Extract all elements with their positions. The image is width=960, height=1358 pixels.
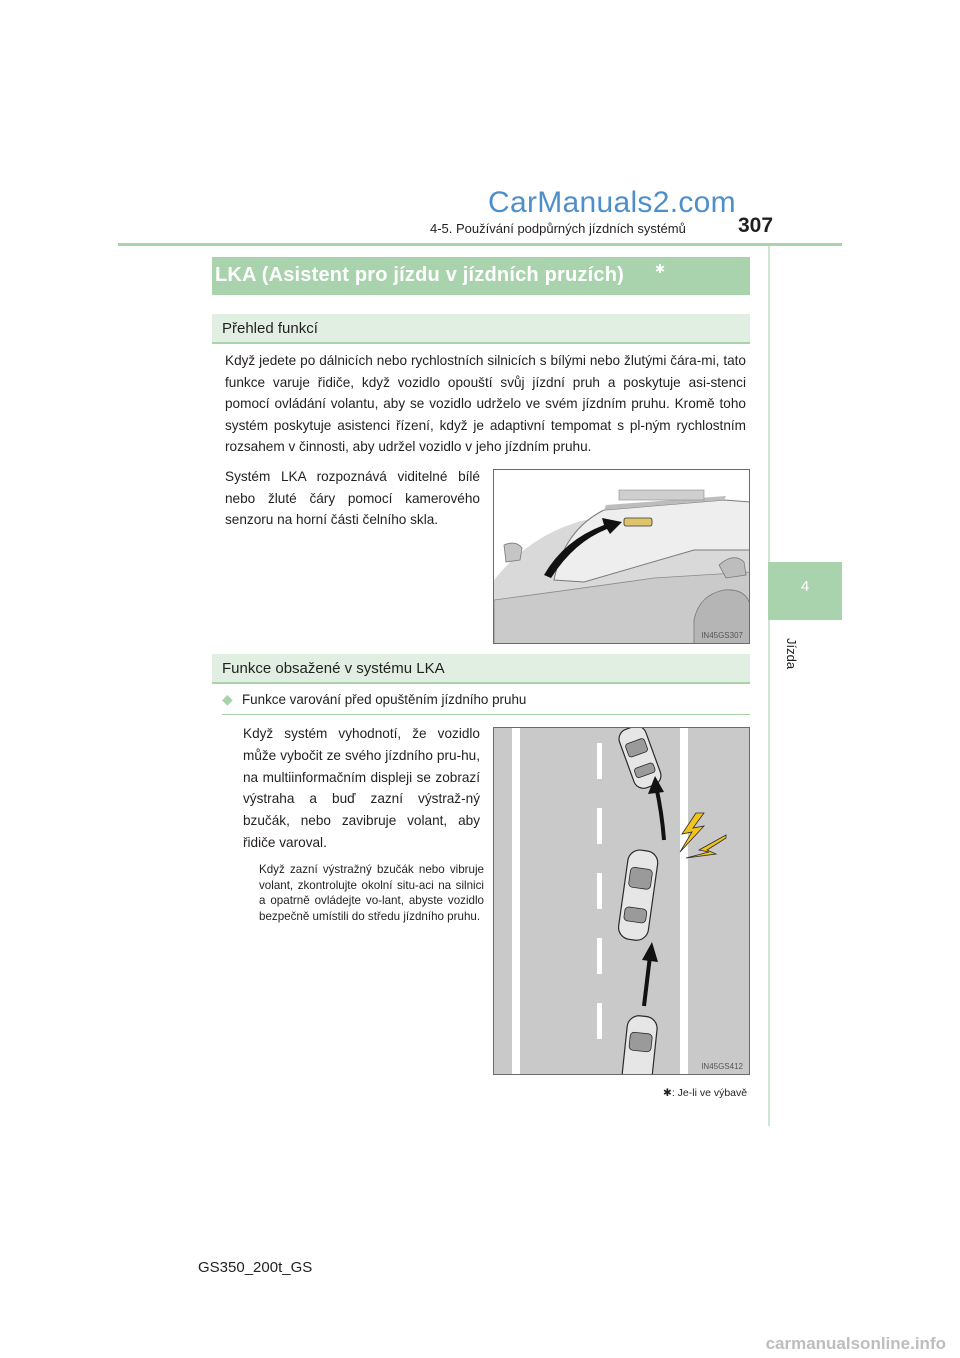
camera-paragraph: Systém LKA rozpoznává viditelné bílé nebo žluté čáry pomocí kamerového senzoru na horní části čelního skla. (225, 469, 480, 527)
bullet-text: Funkce varování před opuštěním jízdního pruhu (242, 692, 527, 707)
lane-departure-illustration (494, 728, 750, 1075)
page-number: 307 (738, 214, 774, 237)
chapter-heading: 4-5. Používání podpůrných jízdních systémů (430, 221, 686, 236)
lane-departure-figure (493, 727, 750, 1075)
overview-paragraph: Když jedete po dálnicích nebo rychlostních silnicích s bílými nebo žlutými čára-mi, tato funkce varuje řidiče, když vozidlo opouští svůj jízdní pruh a poskytuje asi-stenci pomocí ovládání volantu, aby se vozidlo udrželo ve svém jízdním pruhu. Kromě toho systém poskytuje asistenci řízení, když je adaptivní tempomat s pl-ným rychlostním rozsahem v činnosti, aby udržel vozidlo v jeho jízdním pruhu. (225, 353, 746, 454)
diamond-bullet-icon: ◆ (222, 691, 233, 707)
functions-title: Funkce obsažené v systému LKA (222, 660, 445, 677)
chapter-tab-number: 4 (800, 578, 810, 595)
header-rule (118, 243, 842, 246)
footnote-text: : Je-li ve výbavě (671, 1087, 748, 1099)
chapter-tab-label: Jízda (784, 638, 799, 670)
overview-title: Přehled funkcí (222, 320, 318, 337)
chapter-tab (768, 562, 842, 620)
car-windshield-illustration (494, 470, 750, 644)
side-rule (768, 246, 770, 1126)
footnote (663, 1087, 747, 1099)
footnote-asterisk: ✱ (663, 1087, 672, 1099)
watermark-top: CarManuals2.com (488, 186, 736, 219)
watermark-bottom: carmanualsonline.info (765, 1334, 946, 1353)
note-paragraph: Když zazní výstražný bzučák nebo vibruje volant, zkontrolujte okolní situ-aci na silnici a opatrně ovládejte vo-lant, abyste vozidlo bezpečně umístili do středu jízdního pruhu. (259, 863, 484, 923)
camera-figure (493, 469, 750, 644)
section-title: LKA (Asistent pro jízdu v jízdních pruzích) (215, 264, 624, 286)
warning-paragraph: Když systém vyhodnotí, že vozidlo může vybočit ze svého jízdního pru-hu, na multiinformačním displeji se zobrazí výstraha a buď zazní výstraž-ný bzučák, nebo zavibruje volant, aby řidiče varoval. (243, 726, 480, 850)
camera-figure-code: IN45GS307 (701, 631, 743, 640)
lane-figure-code: IN45GS412 (701, 1062, 743, 1071)
bullet-row (222, 691, 750, 715)
footer-model: GS350_200t_GS (198, 1259, 313, 1276)
section-asterisk: ✱ (655, 262, 666, 276)
